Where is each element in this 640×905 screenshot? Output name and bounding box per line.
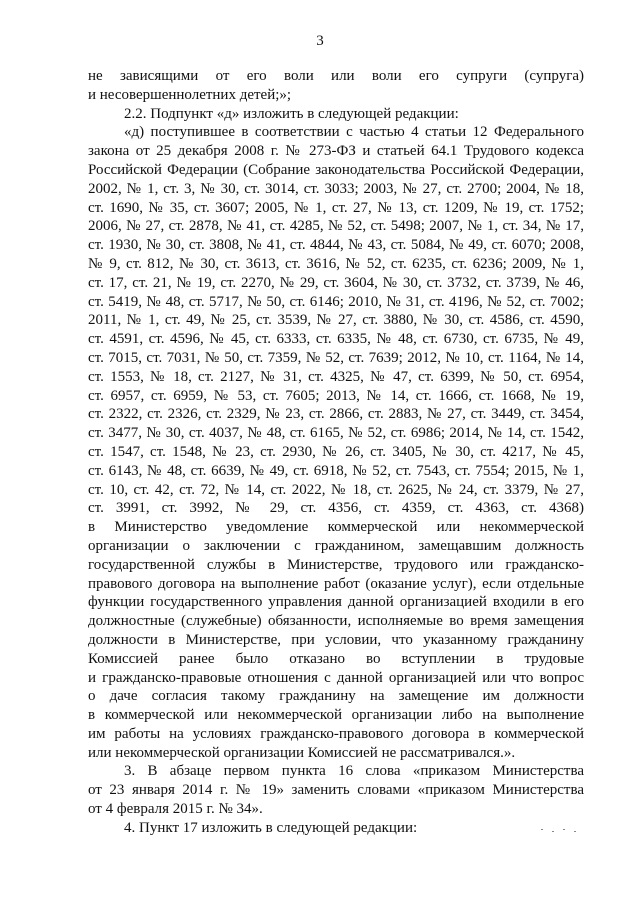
text-line: 3. В абзаце первом пункта 16 слова «приказом Министерства: [124, 763, 584, 780]
text-line: ст. 17, ст. 21, № 19, ст. 2270, № 29, ст. 3604, № 30, ст. 3732, ст. 3739, № 46,: [88, 274, 584, 291]
text-line: ст. 3477, № 30, ст. 4037, № 48, ст. 6165, № 52, ст. 6986; 2014, № 14, ст. 1542,: [88, 425, 584, 442]
scan-speck: [541, 829, 543, 830]
paragraph-p3: [88, 123, 584, 762]
text-line: ст. 3991, ст. 3992, № 29, ст. 4356, ст. 4359, ст. 4363, ст. 4368): [88, 500, 584, 517]
text-line: Комиссией ранее было отказано во вступлении в трудовые: [88, 650, 584, 667]
text-line: 2006, № 27, ст. 2878, № 41, ст. 4285, № 52, ст. 5498; 2007, № 1, ст. 34, № 17,: [88, 218, 584, 235]
text-line: и несовершеннолетних детей;»;: [88, 86, 292, 103]
text-line: в коммерческой или некоммерческой организации либо на выполнение: [88, 707, 584, 724]
text-line: государственной службы в Министерстве, трудового или гражданско-: [88, 556, 584, 573]
paragraph-p2: [88, 105, 584, 124]
text-line: № 9, ст. 812, № 30, ст. 3613, ст. 3616, № 52, ст. 6235, ст. 6236; 2009, № 1,: [88, 255, 584, 272]
text-line: или некоммерческой организации Комиссией не рассматривался.».: [88, 744, 516, 761]
text-line: ст. 6957, ст. 6959, № 53, ст. 7605; 2013, № 14, ст. 1666, ст. 1668, № 19,: [88, 387, 584, 404]
text-line: ст. 6143, № 48, ст. 6639, № 49, ст. 6918, № 52, ст. 7543, ст. 7554; 2015, № 1,: [88, 462, 584, 479]
text-line: ст. 5419, № 48, ст. 5717, № 50, ст. 6146; 2010, № 31, ст. 4196, № 52, ст. 7002;: [88, 293, 584, 310]
text-line: ст. 1690, № 35, ст. 3607; 2005, № 1, ст. 27, № 13, ст. 1209, № 19, ст. 1752;: [88, 199, 584, 216]
text-line: ст. 7015, ст. 7031, № 50, ст. 7359, № 52, ст. 7639; 2012, № 10, ст. 1164, № 14,: [88, 349, 584, 366]
text-line: 2.2. Подпункт «д» изложить в следующей редакции:: [124, 105, 459, 122]
text-line: Российской Федерации (Собрание законодательства Российской Федерации,: [88, 161, 584, 178]
text-line: ст. 1553, № 18, ст. 2127, № 31, ст. 4325, № 47, ст. 6399, № 50, ст. 6954,: [88, 368, 584, 385]
scan-speck: [552, 831, 554, 832]
text-line: о даче согласия такому гражданину на замещение им должности: [88, 688, 584, 705]
text-line: в Министерство уведомление коммерческой или некоммерческой: [88, 519, 584, 536]
text-line: ст. 10, ст. 42, ст. 72, № 14, ст. 2022, № 18, ст. 2625, № 24, ст. 3379, № 27,: [88, 481, 584, 498]
text-line: ст. 4591, ст. 4596, № 45, ст. 6333, ст. 6335, № 48, ст. 6730, ст. 6735, № 49,: [88, 331, 584, 348]
page-number: 3: [316, 33, 324, 49]
paragraph-p1: [88, 67, 584, 105]
text-line: закона от 25 декабря 2008 г. № 273-ФЗ и статьей 64.1 Трудового кодекса: [88, 143, 584, 160]
text-line: организации о заключении с гражданином, замещавшим должность: [88, 537, 584, 554]
text-line: им работы на условиях гражданско-правового договора в коммерческой: [88, 725, 584, 742]
text-line: не зависящими от его воли или воли его супруги (супруга): [88, 68, 584, 84]
text-line: «д) поступившее в соответствии с частью 4 статьи 12 Федерального: [124, 124, 584, 141]
text-line: функции государственного управления данной организацией входили в его: [88, 594, 584, 611]
scan-speck: [574, 831, 576, 832]
text-line: и гражданско-правовые отношения с данной организацией или что вопрос: [88, 669, 584, 686]
document-body: [88, 67, 584, 838]
text-line: ст. 2322, ст. 2326, ст. 2329, № 23, ст. 2866, ст. 2883, № 27, ст. 3449, ст. 3454,: [88, 406, 584, 423]
text-line: от 23 января 2014 г. № 19» заменить словами «приказом Министерства: [88, 782, 584, 799]
text-line: должности в Министерстве, при условии, что указанному гражданину: [88, 631, 584, 648]
text-line: 2011, № 1, ст. 49, № 25, ст. 3539, № 27, ст. 3880, № 30, ст. 4586, ст. 4590,: [88, 312, 584, 329]
text-line: 4. Пункт 17 изложить в следующей редакции:: [124, 819, 418, 836]
text-line: должностные (служебные) обязанности, исполняемые во время замещения: [88, 613, 584, 630]
text-line: 2002, № 1, ст. 3, № 30, ст. 3014, ст. 3033; 2003, № 27, ст. 2700; 2004, № 18,: [88, 180, 584, 197]
text-line: ст. 1547, ст. 1548, № 23, ст. 2930, № 26, ст. 3405, № 30, ст. 4217, № 45,: [88, 443, 584, 460]
paragraph-p5: [88, 819, 584, 838]
scan-speck: [563, 829, 565, 830]
text-line: ст. 1930, № 30, ст. 3808, № 41, ст. 4844, № 43, ст. 5084, № 49, ст. 6070; 2008,: [88, 237, 584, 254]
paragraph-p4: [88, 762, 584, 818]
text-line: от 4 февраля 2015 г. № 34».: [88, 801, 263, 818]
text-line: правового договора на выполнение работ (оказание услуг), если отдельные: [88, 575, 584, 592]
